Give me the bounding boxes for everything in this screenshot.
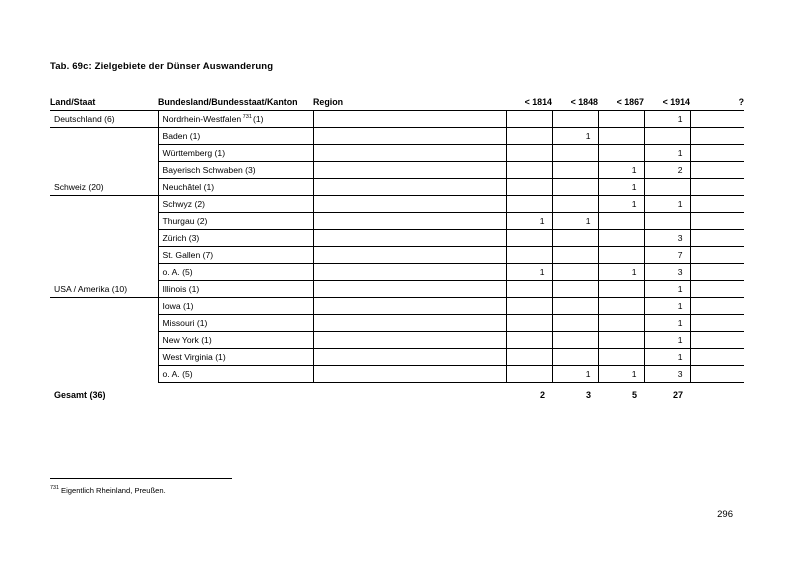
cell-region: [313, 196, 506, 213]
footnote-text: Eigentlich Rheinland, Preußen.: [61, 486, 166, 495]
cell-period-1867: 1: [598, 366, 644, 383]
cell-region: [313, 315, 506, 332]
cell-land: [50, 332, 158, 349]
cell-bundesland: Schwyz (2): [158, 196, 313, 213]
cell-bundesland: Baden (1): [158, 128, 313, 145]
cell-unknown: [690, 366, 744, 383]
table-row: [50, 230, 744, 247]
cell-period-1914: 1: [644, 298, 690, 315]
cell-period-1914: 2: [644, 162, 690, 179]
cell-region: [313, 179, 506, 196]
cell-unknown: [690, 128, 744, 145]
cell-period-1914: 3: [644, 264, 690, 281]
cell-period-1867: [598, 230, 644, 247]
cell-unknown: [690, 111, 744, 128]
cell-period-1814: [506, 179, 552, 196]
cell-land: [50, 298, 158, 315]
cell-land: [50, 128, 158, 145]
cell-period-1848: 1: [552, 128, 598, 145]
cell-period-1848: 1: [552, 366, 598, 383]
cell-period-1867: [598, 315, 644, 332]
cell-period-1867: [598, 111, 644, 128]
cell-period-1848: [552, 281, 598, 298]
cell-land: [50, 264, 158, 281]
cell-period-1914: 1: [644, 349, 690, 366]
cell-unknown: [690, 247, 744, 264]
cell-unknown: [690, 196, 744, 213]
cell-unknown: [690, 332, 744, 349]
cell-bundesland: St. Gallen (7): [158, 247, 313, 264]
cell-period-1814: [506, 145, 552, 162]
footnote: [50, 486, 166, 495]
emigration-table-container: [50, 88, 744, 404]
cell-unknown: [690, 315, 744, 332]
cell-land: [50, 349, 158, 366]
table-row: [50, 179, 744, 196]
cell-period-1914: [644, 128, 690, 145]
table-row: [50, 213, 744, 230]
cell-unknown: [690, 281, 744, 298]
table-row: [50, 349, 744, 366]
table-body: [50, 111, 744, 405]
cell-period-1867: [598, 281, 644, 298]
total-period-1867: 5: [631, 389, 637, 400]
cell-region: [313, 366, 506, 383]
table-row: [50, 298, 744, 315]
cell-period-1814: [506, 298, 552, 315]
cell-period-1848: [552, 179, 598, 196]
cell-bundesland: o. A. (5): [158, 366, 313, 383]
cell-period-1848: [552, 196, 598, 213]
cell-period-1848: 1: [552, 213, 598, 230]
cell-region: [313, 128, 506, 145]
cell-period-1814: [506, 196, 552, 213]
cell-period-1914: 1: [644, 145, 690, 162]
cell-bundesland: West Virginia (1): [158, 349, 313, 366]
cell-unknown: [690, 162, 744, 179]
cell-region: [313, 162, 506, 179]
cell-period-1914: 1: [644, 281, 690, 298]
cell-period-1914: 1: [644, 111, 690, 128]
cell-region: [313, 264, 506, 281]
cell-unknown: [690, 349, 744, 366]
cell-bundesland: Illinois (1): [158, 281, 313, 298]
cell-period-1814: [506, 162, 552, 179]
table-caption: Tab. 69c: Zielgebiete der Dünser Auswanderung: [50, 61, 274, 72]
cell-period-1914: 3: [644, 230, 690, 247]
total-label: Gesamt (36): [54, 389, 106, 400]
cell-period-1914: 3: [644, 366, 690, 383]
cell-bundesland: Thurgau (2): [158, 213, 313, 230]
header-period-1848: < 1848: [552, 88, 598, 111]
cell-period-1814: [506, 111, 552, 128]
cell-bundesland: New York (1): [158, 332, 313, 349]
total-period-1814: 2: [539, 389, 545, 400]
table-row: [50, 281, 744, 298]
cell-land: [50, 196, 158, 213]
cell-bundesland: Württemberg (1): [158, 145, 313, 162]
cell-period-1848: [552, 332, 598, 349]
cell-land: Deutschland (6): [50, 111, 158, 128]
cell-region: [313, 349, 506, 366]
page-number: 296: [717, 509, 733, 520]
cell-region: [313, 213, 506, 230]
cell-period-1867: [598, 332, 644, 349]
cell-period-1814: [506, 230, 552, 247]
table-row: [50, 315, 744, 332]
footnote-marker: 731: [50, 485, 59, 492]
header-region: Region: [313, 88, 506, 111]
cell-land: [50, 213, 158, 230]
cell-period-1848: [552, 111, 598, 128]
cell-period-1867: [598, 247, 644, 264]
cell-region: [313, 281, 506, 298]
table-row: [50, 247, 744, 264]
table-row: [50, 145, 744, 162]
table-total-row: [50, 383, 744, 405]
cell-land: [50, 145, 158, 162]
table-row: [50, 111, 744, 128]
cell-period-1848: [552, 230, 598, 247]
total-period-1848: 3: [585, 389, 591, 400]
cell-region: [313, 298, 506, 315]
table-row: [50, 264, 744, 281]
cell-period-1867: 1: [598, 179, 644, 196]
header-period-1867: < 1867: [598, 88, 644, 111]
cell-period-1848: [552, 315, 598, 332]
cell-land: Schweiz (20): [50, 179, 158, 196]
emigration-destinations-table: [50, 88, 744, 404]
cell-period-1848: [552, 162, 598, 179]
cell-period-1814: [506, 315, 552, 332]
header-period-1914: < 1914: [644, 88, 690, 111]
cell-period-1848: [552, 264, 598, 281]
cell-period-1814: 1: [506, 213, 552, 230]
header-unknown: ?: [690, 88, 744, 111]
cell-period-1814: [506, 332, 552, 349]
cell-unknown: [690, 264, 744, 281]
cell-land: USA / Amerika (10): [50, 281, 158, 298]
cell-unknown: [690, 213, 744, 230]
header-period-1814: < 1814: [506, 88, 552, 111]
cell-period-1814: 1: [506, 264, 552, 281]
cell-bundesland: Nordrhein-Westfalen $^{731}$(1): [158, 111, 313, 128]
cell-period-1867: [598, 298, 644, 315]
cell-land: [50, 230, 158, 247]
total-unknown: [690, 383, 744, 405]
cell-unknown: [690, 179, 744, 196]
cell-period-1914: 1: [644, 196, 690, 213]
cell-period-1914: 1: [644, 332, 690, 349]
total-period-1914: 27: [672, 389, 683, 400]
cell-unknown: [690, 230, 744, 247]
table-row: [50, 366, 744, 383]
cell-bundesland: Bayerisch Schwaben (3): [158, 162, 313, 179]
header-land: Land/Staat: [50, 88, 158, 111]
cell-unknown: [690, 145, 744, 162]
footnote-reference: 731: [242, 113, 252, 120]
cell-bundesland: o. A. (5): [158, 264, 313, 281]
cell-period-1867: [598, 128, 644, 145]
cell-region: [313, 332, 506, 349]
table-header-row: [50, 88, 744, 111]
cell-period-1814: [506, 247, 552, 264]
cell-period-1867: 1: [598, 196, 644, 213]
cell-period-1914: 7: [644, 247, 690, 264]
cell-period-1914: [644, 213, 690, 230]
table-row: [50, 196, 744, 213]
cell-bundesland: Iowa (1): [158, 298, 313, 315]
cell-period-1914: [644, 179, 690, 196]
cell-period-1867: [598, 145, 644, 162]
cell-unknown: [690, 298, 744, 315]
cell-period-1848: [552, 247, 598, 264]
cell-period-1867: 1: [598, 162, 644, 179]
cell-region: [313, 111, 506, 128]
cell-period-1814: [506, 128, 552, 145]
cell-period-1814: [506, 366, 552, 383]
cell-region: [313, 145, 506, 162]
cell-period-1814: [506, 349, 552, 366]
cell-period-1867: [598, 213, 644, 230]
table-row: [50, 162, 744, 179]
cell-period-1867: 1: [598, 264, 644, 281]
header-bundesland: Bundesland/Bundesstaat/Kanton: [158, 88, 313, 111]
cell-bundesland: Zürich (3): [158, 230, 313, 247]
cell-period-1848: [552, 145, 598, 162]
footnote-separator: [50, 478, 232, 479]
cell-period-1848: [552, 298, 598, 315]
cell-period-1867: [598, 349, 644, 366]
cell-region: [313, 230, 506, 247]
cell-period-1848: [552, 349, 598, 366]
cell-land: [50, 315, 158, 332]
cell-period-1914: 1: [644, 315, 690, 332]
cell-period-1814: [506, 281, 552, 298]
table-row: [50, 332, 744, 349]
table-row: [50, 128, 744, 145]
cell-bundesland: Missouri (1): [158, 315, 313, 332]
total-region: [313, 383, 506, 405]
cell-bundesland: Neuchâtel (1): [158, 179, 313, 196]
cell-land: [50, 366, 158, 383]
cell-land: [50, 247, 158, 264]
cell-land: [50, 162, 158, 179]
cell-region: [313, 247, 506, 264]
